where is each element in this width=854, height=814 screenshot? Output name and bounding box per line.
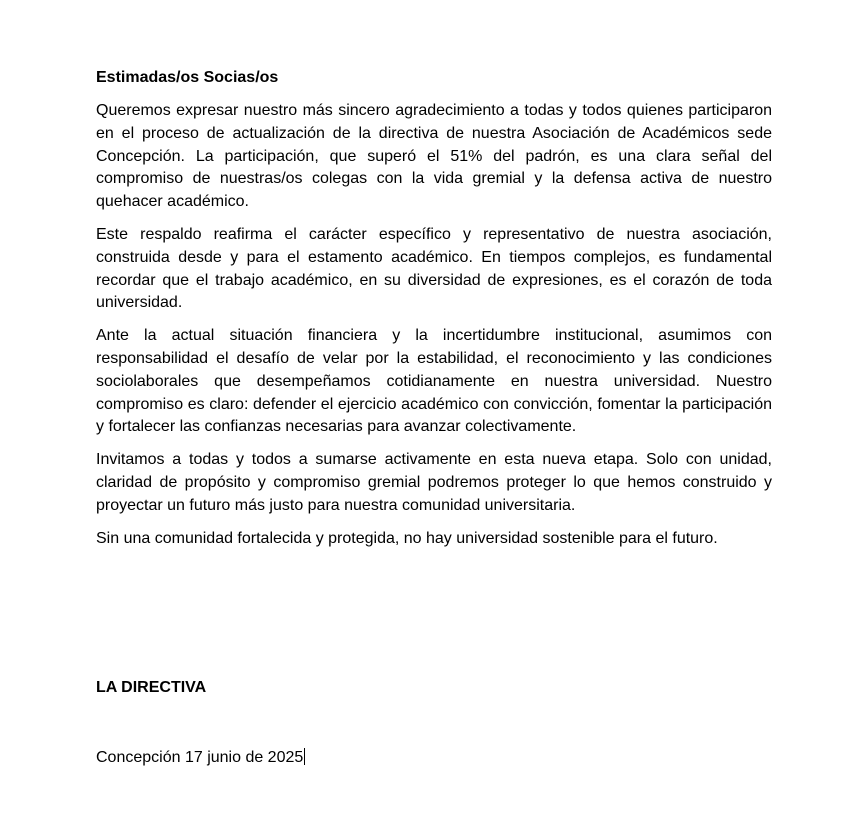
paragraph-invitation: Invitamos a todas y todos a sumarse activamente en esta nueva etapa. Solo con unidad, claridad de propósito y compromiso gremial podremos proteger lo que hemos construido y proyectar un futuro más justo para nuestra comunidad universitaria. [96,451,772,514]
date-line[interactable] [96,747,305,769]
paragraph-support: Este respaldo reafirma el carácter específico y representativo de nuestra asociación, construida desde y para el estamento académico. En tiempos complejos, es fundamental recordar que el trabajo académico, en su diversidad de expresiones, es el corazón de toda universidad. [96,225,772,312]
text-cursor [304,748,305,765]
signature: LA DIRECTIVA [96,679,207,696]
salutation: Estimadas/os Socias/os [96,69,279,86]
date-text: Concepción 17 junio de 2025 [96,749,304,766]
paragraph-closing: Sin una comunidad fortalecida y protegida, no hay universidad sostenible para el futuro. [96,529,718,547]
document-body[interactable] [96,66,772,560]
paragraph-commitment: Ante la actual situación financiera y la incertidumbre institucional, asumimos con responsabilidad el desafío de velar por la estabilidad, el reconocimiento y las condiciones sociolaborales que desempeñamos cotidianamente en nuestra universidad. Nuestro compromiso es claro: defender el ejercicio académico con convicción, fomentar la participación y fortalecer las confianzas necesarias para avanzar colectivamente. [96,327,772,436]
paragraph-gratitude: Queremos expresar nuestro más sincero agradecimiento a todas y todos quienes participaron en el proceso de actualización de la directiva de nuestra Asociación de Académicos sede Concepción. La participación, que superó el 51% del padrón, es una clara señal del compromiso de nuestras/os colegas con la vida gremial y la defensa activa de nuestro quehacer académico. [96,102,772,211]
